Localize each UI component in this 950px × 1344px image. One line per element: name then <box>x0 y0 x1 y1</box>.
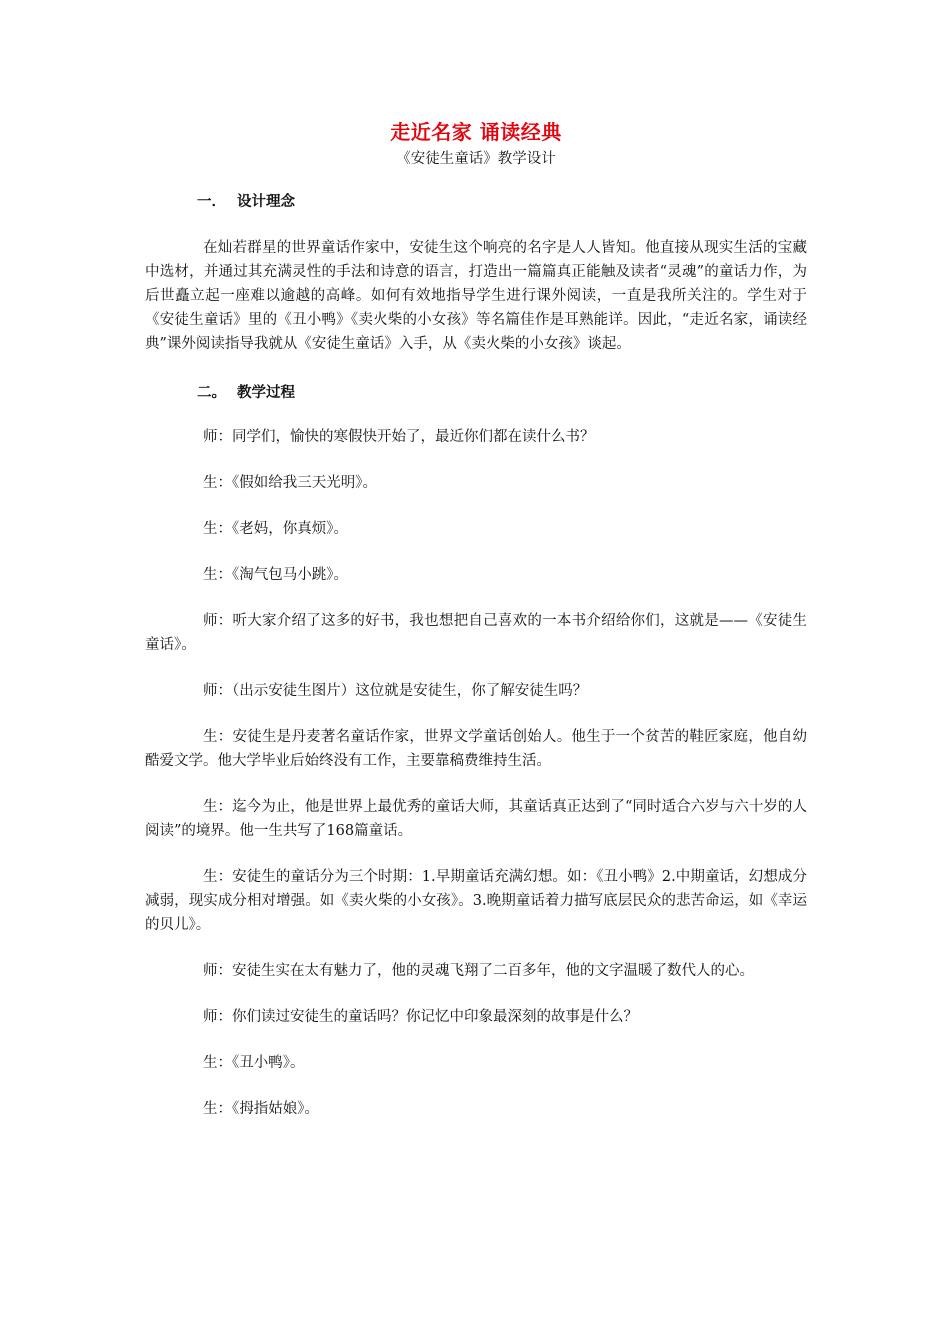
intro-paragraph: 在灿若群星的世界童话作家中，安徒生这个响亮的名字是人人皆知。他直接从现实生活的宝藏中选材，并通过其充满灵性的手法和诗意的语言，打造出一篇篇真正能触及读者“灵魂”的童话力作，为后世矗立起一座难以逾越的高峰。如何有效地指导学生进行课外阅读，一直是我所关注的。学生对于《安徒生童话》里的《丑小鸭》《卖火柴的小女孩》等名篇佳作是耳熟能详。因此，“走近名家，诵读经典”课外阅读指导我就从《安徒生童话》入手，从《卖火柴的小女孩》谈起。 <box>145 240 807 352</box>
document-title: 走近名家 诵读经典 <box>390 120 562 144</box>
dialogue-line: 生：《淘气包马小跳》。 <box>203 567 348 583</box>
dialogue-line: 生：迄今为止，他是世界上最优秀的童话大师，其童话真正达到了“同时适合六岁与六十岁的人阅读”的境界。他一生共写了168篇童话。 <box>145 799 807 839</box>
dialogue-line: 师：同学们，愉快的寒假快开始了，最近你们都在读什么书？ <box>203 429 595 445</box>
section-heading-teaching-process <box>145 383 807 403</box>
dialogue-line: 师：听大家介绍了这多的好书，我也想把自己喜欢的一本书介绍给你们，这就是——《安徒生童话》。 <box>145 613 807 653</box>
dialogue-line: 生：安徒生是丹麦著名童话作家，世界文学童话创始人。他生于一个贫苦的鞋匠家庭，他自幼酷爱文学。他大学毕业后始终没有工作，主要靠稿费维持生活。 <box>145 729 807 769</box>
dialogue-line: 师：你们读过安徒生的童话吗？你记忆中印象最深刻的故事是什么？ <box>203 1009 638 1025</box>
dialogue-line: 师：安徒生实在太有魅力了，他的灵魂飞翔了二百多年，他的文字温暖了数代人的心。 <box>203 963 754 979</box>
dialogue-line: 生：安徒生的童话分为三个时期：1.早期童话充满幻想。如：《丑小鸭》2.中期童话，幻想成分减弱，现实成分相对增强。如《卖火柴的小女孩》。3.晚期童话着力描写底层民众的悲苦命运，如《幸运的贝儿》。 <box>145 869 807 933</box>
document-page <box>145 118 807 1121</box>
section-heading-text: 设计理念 <box>237 194 295 210</box>
dialogue-line: 生：《丑小鸭》。 <box>203 1055 305 1071</box>
dialogue-list <box>145 425 807 1121</box>
dialogue-line: 生：《拇指姑娘》。 <box>203 1101 319 1117</box>
dialogue-line: 生：《假如给我三天光明》。 <box>203 475 377 491</box>
document-subtitle: 《安徒生童话》教学设计 <box>396 151 556 167</box>
dialogue-line: 生：《老妈，你真烦》。 <box>203 521 348 537</box>
dialogue-line: 师：（出示安徒生图片）这位就是安徒生，你了解安徒生吗？ <box>203 683 588 699</box>
section-heading-text: 教学过程 <box>237 385 295 401</box>
section-number: 二。 <box>197 385 226 401</box>
section-heading-design-concept <box>145 192 807 212</box>
section-number: 一． <box>197 194 226 210</box>
